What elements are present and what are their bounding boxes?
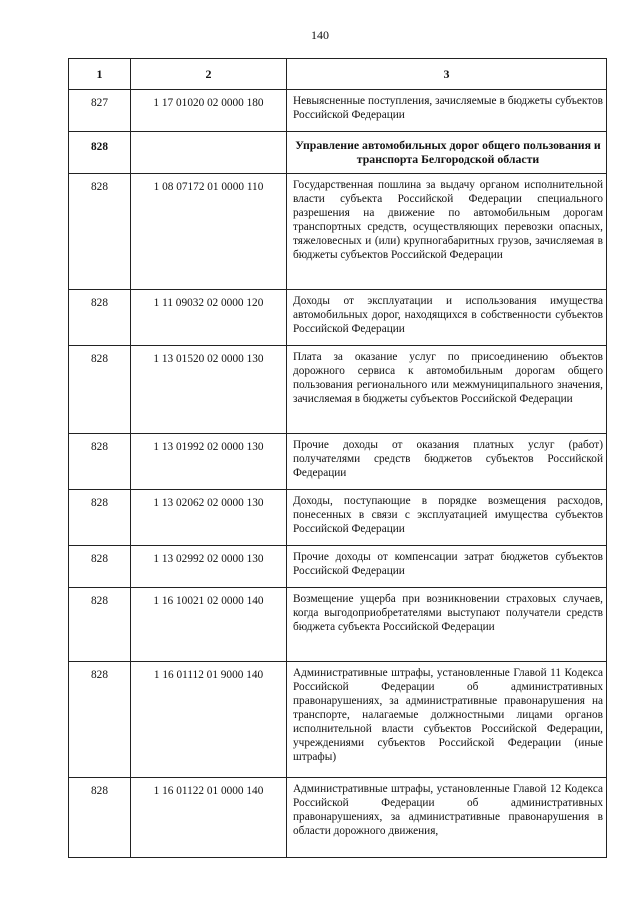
admin-code-cell: 828 bbox=[69, 132, 131, 174]
budget-code-cell: 1 16 10021 02 0000 140 bbox=[131, 588, 287, 662]
budget-code-cell: 1 16 01122 01 0000 140 bbox=[131, 778, 287, 858]
admin-code-cell: 827 bbox=[69, 90, 131, 132]
budget-code-cell: 1 13 02062 02 0000 130 bbox=[131, 490, 287, 546]
table-header-row bbox=[69, 59, 607, 90]
page-number: 140 bbox=[311, 28, 329, 42]
admin-code-cell: 828 bbox=[69, 434, 131, 490]
admin-code-cell: 828 bbox=[69, 290, 131, 346]
description-cell: Возмещение ущерба при возникновении страховых случаев, когда выгодоприобретателями выступают получатели средств бюджета субъекта Российской Федерации bbox=[287, 588, 607, 662]
column-header-1: 1 bbox=[69, 59, 131, 90]
budget-code-cell: 1 13 01992 02 0000 130 bbox=[131, 434, 287, 490]
table-row bbox=[69, 434, 607, 490]
description-cell: Прочие доходы от оказания платных услуг (работ) получателями средств бюджетов субъектов Российской Федерации bbox=[287, 434, 607, 490]
table-row bbox=[69, 90, 607, 132]
column-header-3: 3 bbox=[287, 59, 607, 90]
budget-code-cell: 1 16 01112 01 9000 140 bbox=[131, 662, 287, 778]
admin-code-cell: 828 bbox=[69, 546, 131, 588]
table-row bbox=[69, 490, 607, 546]
admin-code-cell: 828 bbox=[69, 778, 131, 858]
description-cell: Управление автомобильных дорог общего пользования и транспорта Белгородской области bbox=[287, 132, 607, 174]
budget-code-cell: 1 08 07172 01 0000 110 bbox=[131, 174, 287, 290]
budget-codes-table bbox=[68, 58, 607, 858]
description-cell: Доходы от эксплуатации и использования имущества автомобильных дорог, находящихся в собственности субъектов Российской Федерации bbox=[287, 290, 607, 346]
description-cell: Невыясненные поступления, зачисляемые в бюджеты субъектов Российской Федерации bbox=[287, 90, 607, 132]
admin-code-cell: 828 bbox=[69, 174, 131, 290]
description-cell: Административные штрафы, установленные Главой 11 Кодекса Российской Федерации об административных правонарушениях, за административные правонарушения на транспорте, налагаемые должностными лицами органов исполнительной власти субъектов Российской Федерации, учреждениями субъектов Российской Федерации (иные штрафы) bbox=[287, 662, 607, 778]
admin-code-cell: 828 bbox=[69, 490, 131, 546]
table-row bbox=[69, 588, 607, 662]
admin-code-cell: 828 bbox=[69, 346, 131, 434]
budget-code-cell: 1 13 02992 02 0000 130 bbox=[131, 546, 287, 588]
table-row bbox=[69, 778, 607, 858]
description-cell: Административные штрафы, установленные Главой 12 Кодекса Российской Федерации об административных правонарушениях, за административные правонарушения в области дорожного движения, bbox=[287, 778, 607, 858]
table-row bbox=[69, 174, 607, 290]
description-cell: Плата за оказание услуг по присоединению объектов дорожного сервиса к автомобильным дорогам общего пользования регионального или межмуниципального значения, зачисляемая в бюджеты субъектов Российской Федерации bbox=[287, 346, 607, 434]
admin-code-cell: 828 bbox=[69, 588, 131, 662]
table-row bbox=[69, 290, 607, 346]
admin-code-cell: 828 bbox=[69, 662, 131, 778]
description-cell: Прочие доходы от компенсации затрат бюджетов субъектов Российской Федерации bbox=[287, 546, 607, 588]
description-cell: Государственная пошлина за выдачу органом исполнительной власти субъекта Российской Федерации специального разрешения на движение по автомобильным дорогам транспортных средств, осуществляющих перевозки опасных, тяжеловесных и (или) крупногабаритных грузов, зачисляемая в бюджеты субъектов Российской Федерации bbox=[287, 174, 607, 290]
table-row bbox=[69, 662, 607, 778]
budget-code-cell: 1 13 01520 02 0000 130 bbox=[131, 346, 287, 434]
table-row bbox=[69, 346, 607, 434]
budget-code-cell bbox=[131, 132, 287, 174]
column-header-2: 2 bbox=[131, 59, 287, 90]
section-header-row bbox=[69, 132, 607, 174]
table-row bbox=[69, 546, 607, 588]
budget-code-cell: 1 17 01020 02 0000 180 bbox=[131, 90, 287, 132]
budget-code-cell: 1 11 09032 02 0000 120 bbox=[131, 290, 287, 346]
description-cell: Доходы, поступающие в порядке возмещения расходов, понесенных в связи с эксплуатацией имущества субъектов Российской Федерации bbox=[287, 490, 607, 546]
